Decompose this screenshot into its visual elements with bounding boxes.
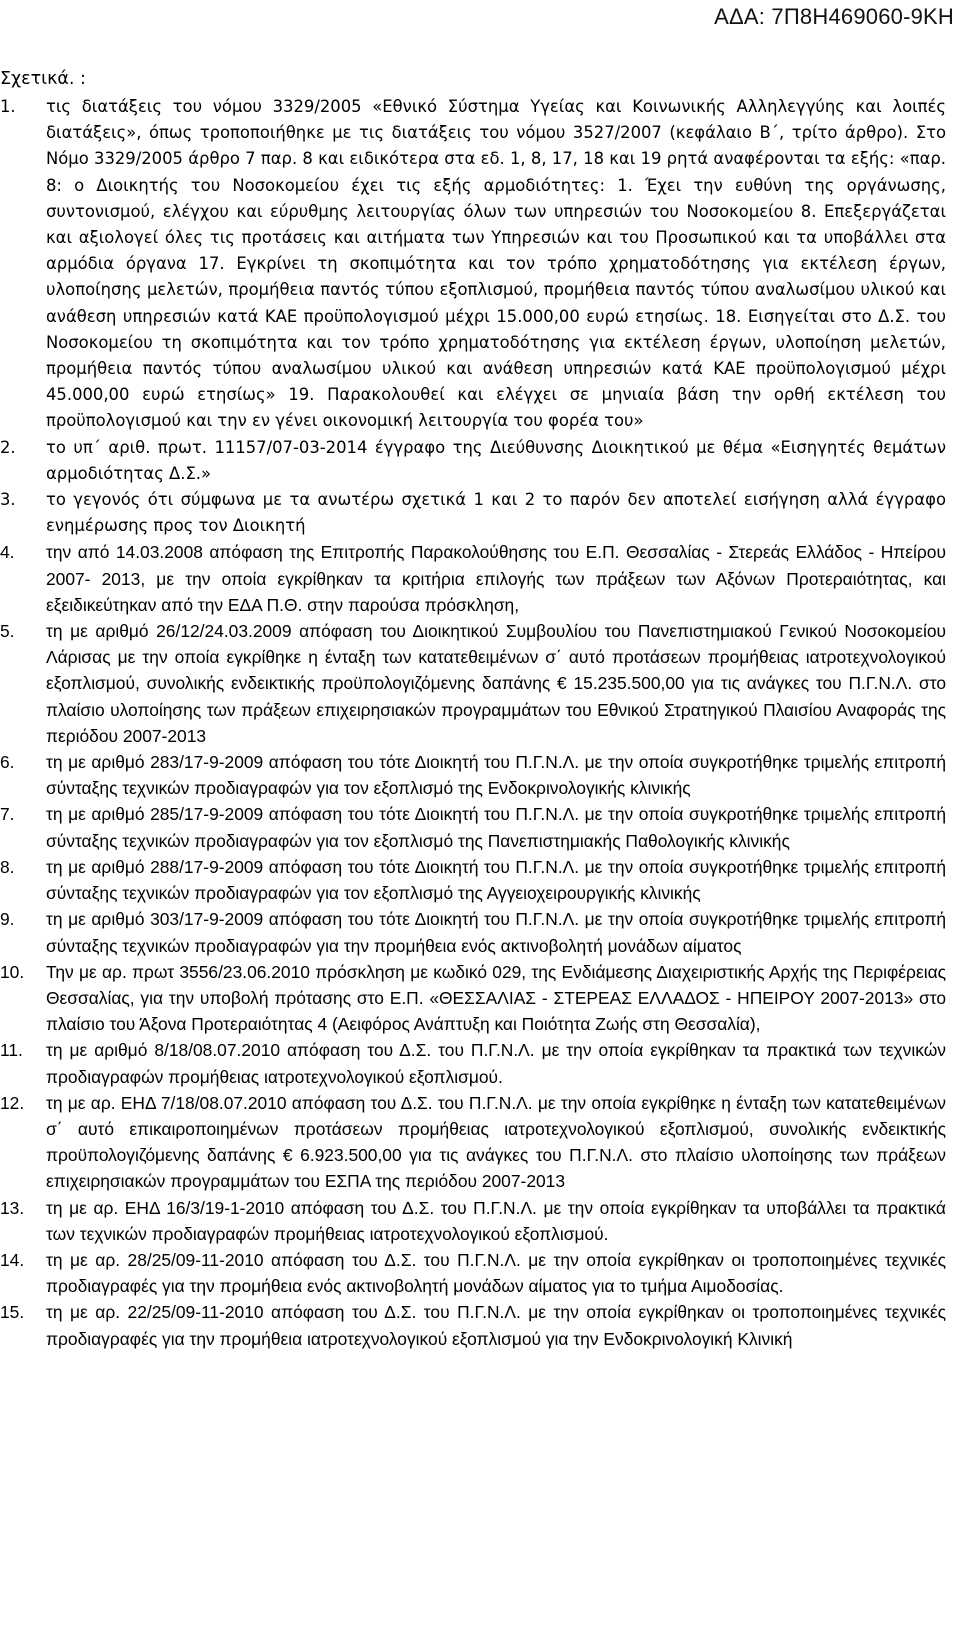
item-text: τη με αριθμό 8/18/08.07.2010 απόφαση του Δ.Σ. του Π.Γ.Ν.Λ. με την οποία εγκρίθηκαν τα πρακτικά των τεχνικών προδιαγραφών προμήθειας ιατροτεχνολογικού εξοπλισμού. (46, 1040, 946, 1087)
list-item-9 (0, 906, 946, 958)
item-text: τη με αριθμό 288/17-9-2009 απόφαση του τότε Διοικητή του Π.Γ.Ν.Λ. με την οποία συγκροτήθηκε τριμελής επιτροπή σύνταξης τεχνικών προδιαγραφών για τον εξοπλισμό της Αγγειοχειρουργικής κλινικής (46, 856, 946, 904)
list-item-10 (0, 959, 946, 1038)
item-text: τη με αριθμό 303/17-9-2009 απόφαση του τότε Διοικητή του Π.Γ.Ν.Λ. με την οποία συγκροτήθηκε τριμελής επιτροπή σύνταξης τεχνικών προδιαγραφών για την προμήθεια ενός ακτινοβολητή μονάδων αίματος (46, 909, 946, 956)
section-heading: Σχετικά. : (0, 69, 86, 89)
item-text: τη με αρ. 22/25/09-11-2010 απόφαση του Δ.Σ. του Π.Γ.Ν.Λ. με την οποία εγκρίθηκαν οι τροποποιημένες τεχνικές προδιαγραφές για την προμήθεια ιατροτεχνολογικού εξοπλισμού για την Ενδοκρινολογική Κλινική (46, 1302, 946, 1349)
document-body (0, 66, 946, 1352)
list-item-5 (0, 618, 946, 749)
item-number: 4. (0, 542, 15, 563)
item-text: τη με αρ. ΕΗΔ 16/3/19-1-2010 απόφαση του Δ.Σ. του Π.Γ.Ν.Λ. με την οποία εγκρίθηκαν τα υποβάλλει τα πρακτικά των τεχνικών προδιαγραφών προμήθειας ιατροτεχνολογικού εξοπλισμού. (46, 1197, 946, 1244)
item-text: Την με αρ. πρωτ 3556/23.06.2010 πρόσκληση με κωδικό 029, της Ενδιάμεσης Διαχειριστικής Αρχής της Περιφέρειας Θεσσαλίας, για την υποβολή πρότασης στο Ε.Π. «ΘΕΣΣΑΛΙΑΣ - ΣΤΕΡΕΑΣ ΕΛΛΑΔΟΣ - ΗΠΕΙΡΟΥ 2007-2013» στο πλαίσιο του Άξονα Προτεραιότητας 4 (Αειφόρος Ανάπτυξη και Ποιότητα Ζωής στη Θεσσαλία), (46, 961, 946, 1035)
item-number: 12. (0, 1092, 25, 1113)
list-item-7 (0, 801, 946, 853)
item-number: 9. (0, 909, 15, 930)
item-number: 5. (0, 621, 15, 642)
item-text: τη με αριθμό 283/17-9-2009 απόφαση του τότε Διοικητή του Π.Γ.Ν.Λ. με την οποία συγκροτήθηκε τριμελής επιτροπή σύνταξης τεχνικών προδιαγραφών για τον εξοπλισμό της Ενδοκρινολογικής κλινικής (46, 752, 946, 799)
item-number: 6. (0, 752, 15, 773)
item-number: 8. (0, 856, 15, 877)
list-item-13 (0, 1195, 946, 1247)
item-number: 14. (0, 1249, 25, 1270)
ada-code: ΑΔΑ: 7Π8Η469060-9ΚΗ (714, 4, 954, 29)
item-text: τη με αριθμό 285/17-9-2009 απόφαση του τότε Διοικητή του Π.Γ.Ν.Λ. με την οποία συγκροτήθηκε τριμελής επιτροπή σύνταξης τεχνικών προδιαγραφών για τον εξοπλισμό της Πανεπιστημιακής Παθολογικής κλινικής (46, 804, 946, 851)
list-item-1 (0, 94, 946, 435)
item-number: 11. (0, 1040, 23, 1061)
item-text: την από 14.03.2008 απόφαση της Επιτροπής Παρακολούθησης του Ε.Π. Θεσσαλίας - Στερεάς Ελλάδος - Ηπείρου 2007- 2013, με την οποία εγκρίθηκαν τα κριτήρια επιλογής των πράξεων των Αξόνων Προτεραιότητας, και εξειδικεύτηκαν από την ΕΔΑ Π.Θ. στην παρούσα πρόσκληση, (46, 542, 946, 615)
item-text: το υπ΄ αριθ. πρωτ. 11157/07-03-2014 έγγραφο της Διεύθυνσης Διοικητικού με θέμα «Εισηγητές θεμάτων αρμοδιότητας Δ.Σ.» (46, 437, 946, 483)
item-text: τη με αριθμό 26/12/24.03.2009 απόφαση του Διοικητικού Συμβουλίου του Πανεπιστημιακού Γενικού Νοσοκομείου Λάρισας με την οποία εγκρίθηκε η ένταξη των κατατεθειμένων σ΄ αυτό προτάσεων προμήθειας ιατροτεχνολογικού εξοπλισμού, συνολικής ενδεικτικής προϋπολογιζόμενης δαπάνης € 15.235.500,00 για τις ανάγκες του Π.Γ.Ν.Λ. στο πλαίσιο υλοποίησης των πράξεων επιχειρησιακών προγραμμάτων του Εθνικού Στρατηγικού Πλαισίου Αναφοράς της περιόδου 2007-2013 (46, 621, 946, 746)
list-item-12 (0, 1090, 946, 1195)
item-text: τη με αρ. ΕΗΔ 7/18/08.07.2010 απόφαση του Δ.Σ. του Π.Γ.Ν.Λ. με την οποία εγκρίθηκε η ένταξη των κατατεθειμένων σ΄ αυτό επικαιροποιημένων προτάσεων προμήθειας ιατροτεχνολογικού εξοπλισμού, συνολικής ενδεικτικής προϋπολογιζόμενης δαπάνης € 6.923.500,00 για τις ανάγκες του Π.Γ.Ν.Λ. στο πλαίσιο υλοποίησης των πράξεων επιχειρησιακών προγραμμάτων του ΕΣΠΑ της περιόδου 2007-2013 (46, 1092, 946, 1192)
list-item-11 (0, 1037, 946, 1089)
item-number: 1. (0, 97, 16, 116)
item-number: 10. (0, 961, 25, 982)
item-number: 3. (0, 490, 16, 510)
item-number: 15. (0, 1302, 25, 1323)
item-number: 7. (0, 804, 15, 825)
list-item-15 (0, 1299, 946, 1351)
item-number: 13. (0, 1197, 25, 1218)
list-item-4 (0, 539, 946, 618)
list-item-2 (0, 435, 946, 487)
list-item-3 (0, 487, 946, 539)
list-item-14 (0, 1247, 946, 1299)
item-text: το γεγονός ότι σύμφωνα με τα ανωτέρω σχετικά 1 και 2 το παρόν δεν αποτελεί εισήγηση αλλά έγγραφο ενημέρωσης προς τον Διοικητή (46, 490, 946, 536)
list-item-8 (0, 854, 946, 906)
list-item-6 (0, 749, 946, 801)
item-number: 2. (0, 437, 16, 457)
item-text: τις διατάξεις του νόμου 3329/2005 «Εθνικό Σύστημα Υγείας και Κοινωνικής Αλληλεγγύης και λοιπές διατάξεις», όπως τροποποιήθηκε με τις διατάξεις του νόμου 3527/2007 (κεφάλαιο Β΄, τρίτο άρθρο). Στο Νόμο 3329/2005 άρθρο 7 παρ. 8 και ειδικότερα στα εδ. 1, 8, 17, 18 και 19 ρητά αναφέρονται τα εξής: «παρ. 8: ο Διοικητής του Νοσοκομείου έχει τις εξής αρμοδιότητες: 1. Έχει την ευθύνη της οργάνωσης, συντονισμού, ελέγχου και εύρυθμης λειτουργίας όλων των υπηρεσιών του Νοσοκομείου 8. Επεξεργάζεται και αξιολογεί όλες τις προτάσεις και αιτήματα των Υπηρεσιών και του Προσωπικού και τα υποβάλλει στα αρμόδια όργανα 17. Εγκρίνει τη σκοπιμότητα και τον τρόπο χρηματοδότησης για εκτέλεση έργων, υλοποίησης μελετών, προμήθεια παντός τύπου εξοπλισμού, προμήθεια παντός τύπου αναλωσίμου υλικού και ανάθεση υπηρεσιών κατά ΚΑΕ προϋπολογισμού μέχρι 15.000,00 ευρώ ετησίως. 18. Εισηγείται στο Δ.Σ. του Νοσοκομείου τη σκοπιμότητα και τον τρόπο χρηματοδότησης για εκτέλεση έργων, υλοποίηση μελετών, προμήθεια παντός τύπου αναλωσίμου υλικού και ανάθεση υπηρεσιών κατά ΚΑΕ προϋπολογισμού μέχρι 45.000,00 ευρώ ετησίως» 19. Παρακολουθεί και ελέγχει σε μηνιαία βάση την ορθή εκτέλεση του προϋπολογισμού και την εν γένει οικονομική λειτουργία του φορέα του» (46, 97, 946, 431)
item-text: τη με αρ. 28/25/09-11-2010 απόφαση του Δ.Σ. του Π.Γ.Ν.Λ. με την οποία εγκρίθηκαν οι τροποποιημένες τεχνικές προδιαγραφές για την προμήθεια ενός ακτινοβολητή μονάδων αίματος για το τμήμα Αιμοδοσίας. (46, 1249, 946, 1297)
